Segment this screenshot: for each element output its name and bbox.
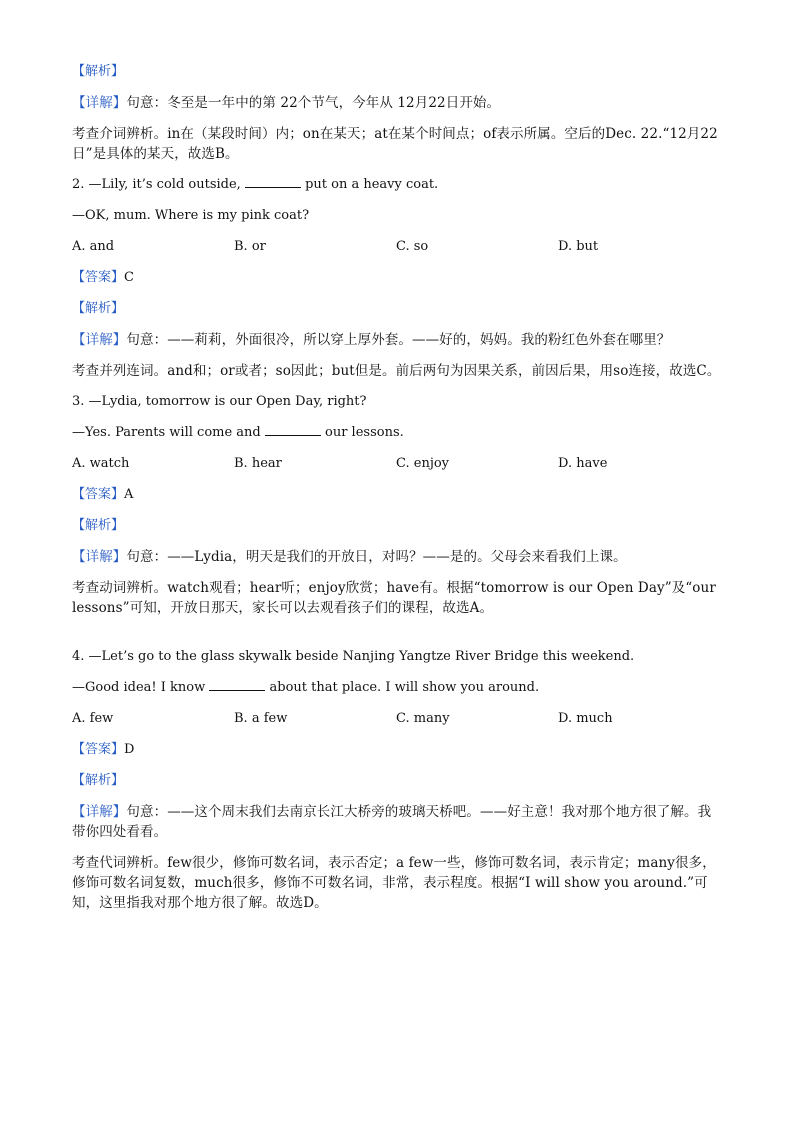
q2-jiexi-heading: 【解析】 [72, 301, 125, 316]
q4-stem: 4. —Let’s go to the glass skywalk beside Nanjing Yangtze River Bridge this weekend. [72, 649, 635, 664]
q4-option-d: D. much [558, 711, 613, 726]
q4-option-c: C. many [396, 711, 450, 726]
q2-option-a: A. and [72, 239, 115, 254]
answer-blank [265, 423, 321, 436]
q3-option-c: C. enjoy [396, 456, 450, 471]
q2-answer: 【答案】C [72, 270, 134, 285]
answer-blank [245, 175, 301, 188]
q3-option-a: A. watch [72, 456, 130, 471]
document-page [72, 62, 722, 924]
q3-jiexi-heading: 【解析】 [72, 518, 125, 533]
q2-xiangjie: 【详解】句意：——莉莉，外面很冷，所以穿上厚外套。——好的，妈妈。我的粉红色外套在哪里？ [72, 332, 671, 348]
q2-analysis: 考查并列连词。and和；or或者；so因此；but但是。前后两句为因果关系，前因后果，用so连接，故选C。 [72, 363, 721, 379]
q2-stem: 2. —Lily, it’s cold outside, put on a heavy coat. [72, 177, 439, 192]
q4-option-b: B. a few [234, 711, 288, 726]
q1-xiangjie: 【详解】句意：冬至是一年中的第 22个节气，今年从 12月22日开始。 [72, 95, 501, 111]
spacer [72, 629, 722, 647]
q3-analysis: 考查动词辨析。watch观看；hear听；enjoy欣赏；have有。根据“tomorrow is our Open Day”及“our lessons”可知，开放日那天，家长可以去观看孩子们的课程，故选A。 [72, 580, 716, 616]
q4-options [72, 709, 722, 729]
q2-option-c: C. so [396, 239, 429, 254]
q3-options [72, 454, 722, 474]
q2-option-d: D. but [558, 239, 599, 254]
q2-options [72, 237, 722, 257]
q1-jiexi-heading: 【解析】 [72, 64, 125, 79]
q4-reply: —Good idea! I know about that place. I will show you around. [72, 680, 540, 695]
q3-stem: 3. —Lydia, tomorrow is our Open Day, right? [72, 394, 367, 409]
q4-analysis: 考查代词辨析。few很少，修饰可数名词，表示否定；a few一些，修饰可数名词，表示肯定；many很多，修饰可数名词复数，much很多，修饰不可数名词，非常，表示程度。根据“I will show you around.”可知，这里指我对那个地方很了解。故选D。 [72, 855, 716, 911]
q2-option-b: B. or [234, 239, 266, 254]
q3-reply: —Yes. Parents will come and our lessons. [72, 425, 404, 440]
q3-option-d: D. have [558, 456, 608, 471]
q4-option-a: A. few [72, 711, 114, 726]
q3-xiangjie: 【详解】句意：——Lydia，明天是我们的开放日，对吗？——是的。父母会来看我们上课。 [72, 549, 627, 565]
q4-answer: 【答案】D [72, 742, 135, 757]
q3-option-b: B. hear [234, 456, 282, 471]
q2-reply: —OK, mum. Where is my pink coat? [72, 208, 310, 223]
answer-blank [209, 678, 265, 691]
q4-xiangjie: 【详解】句意：——这个周末我们去南京长江大桥旁的玻璃天桥吧。——好主意！我对那个地方很了解。我带你四处看看。 [72, 804, 712, 840]
q1-analysis: 考查介词辨析。in在（某段时间）内；on在某天；at在某个时间点；of表示所属。空后的Dec. 22.“12月22日”是具体的某天，故选B。 [72, 126, 718, 162]
q4-jiexi-heading: 【解析】 [72, 773, 125, 788]
q3-answer: 【答案】A [72, 487, 134, 502]
